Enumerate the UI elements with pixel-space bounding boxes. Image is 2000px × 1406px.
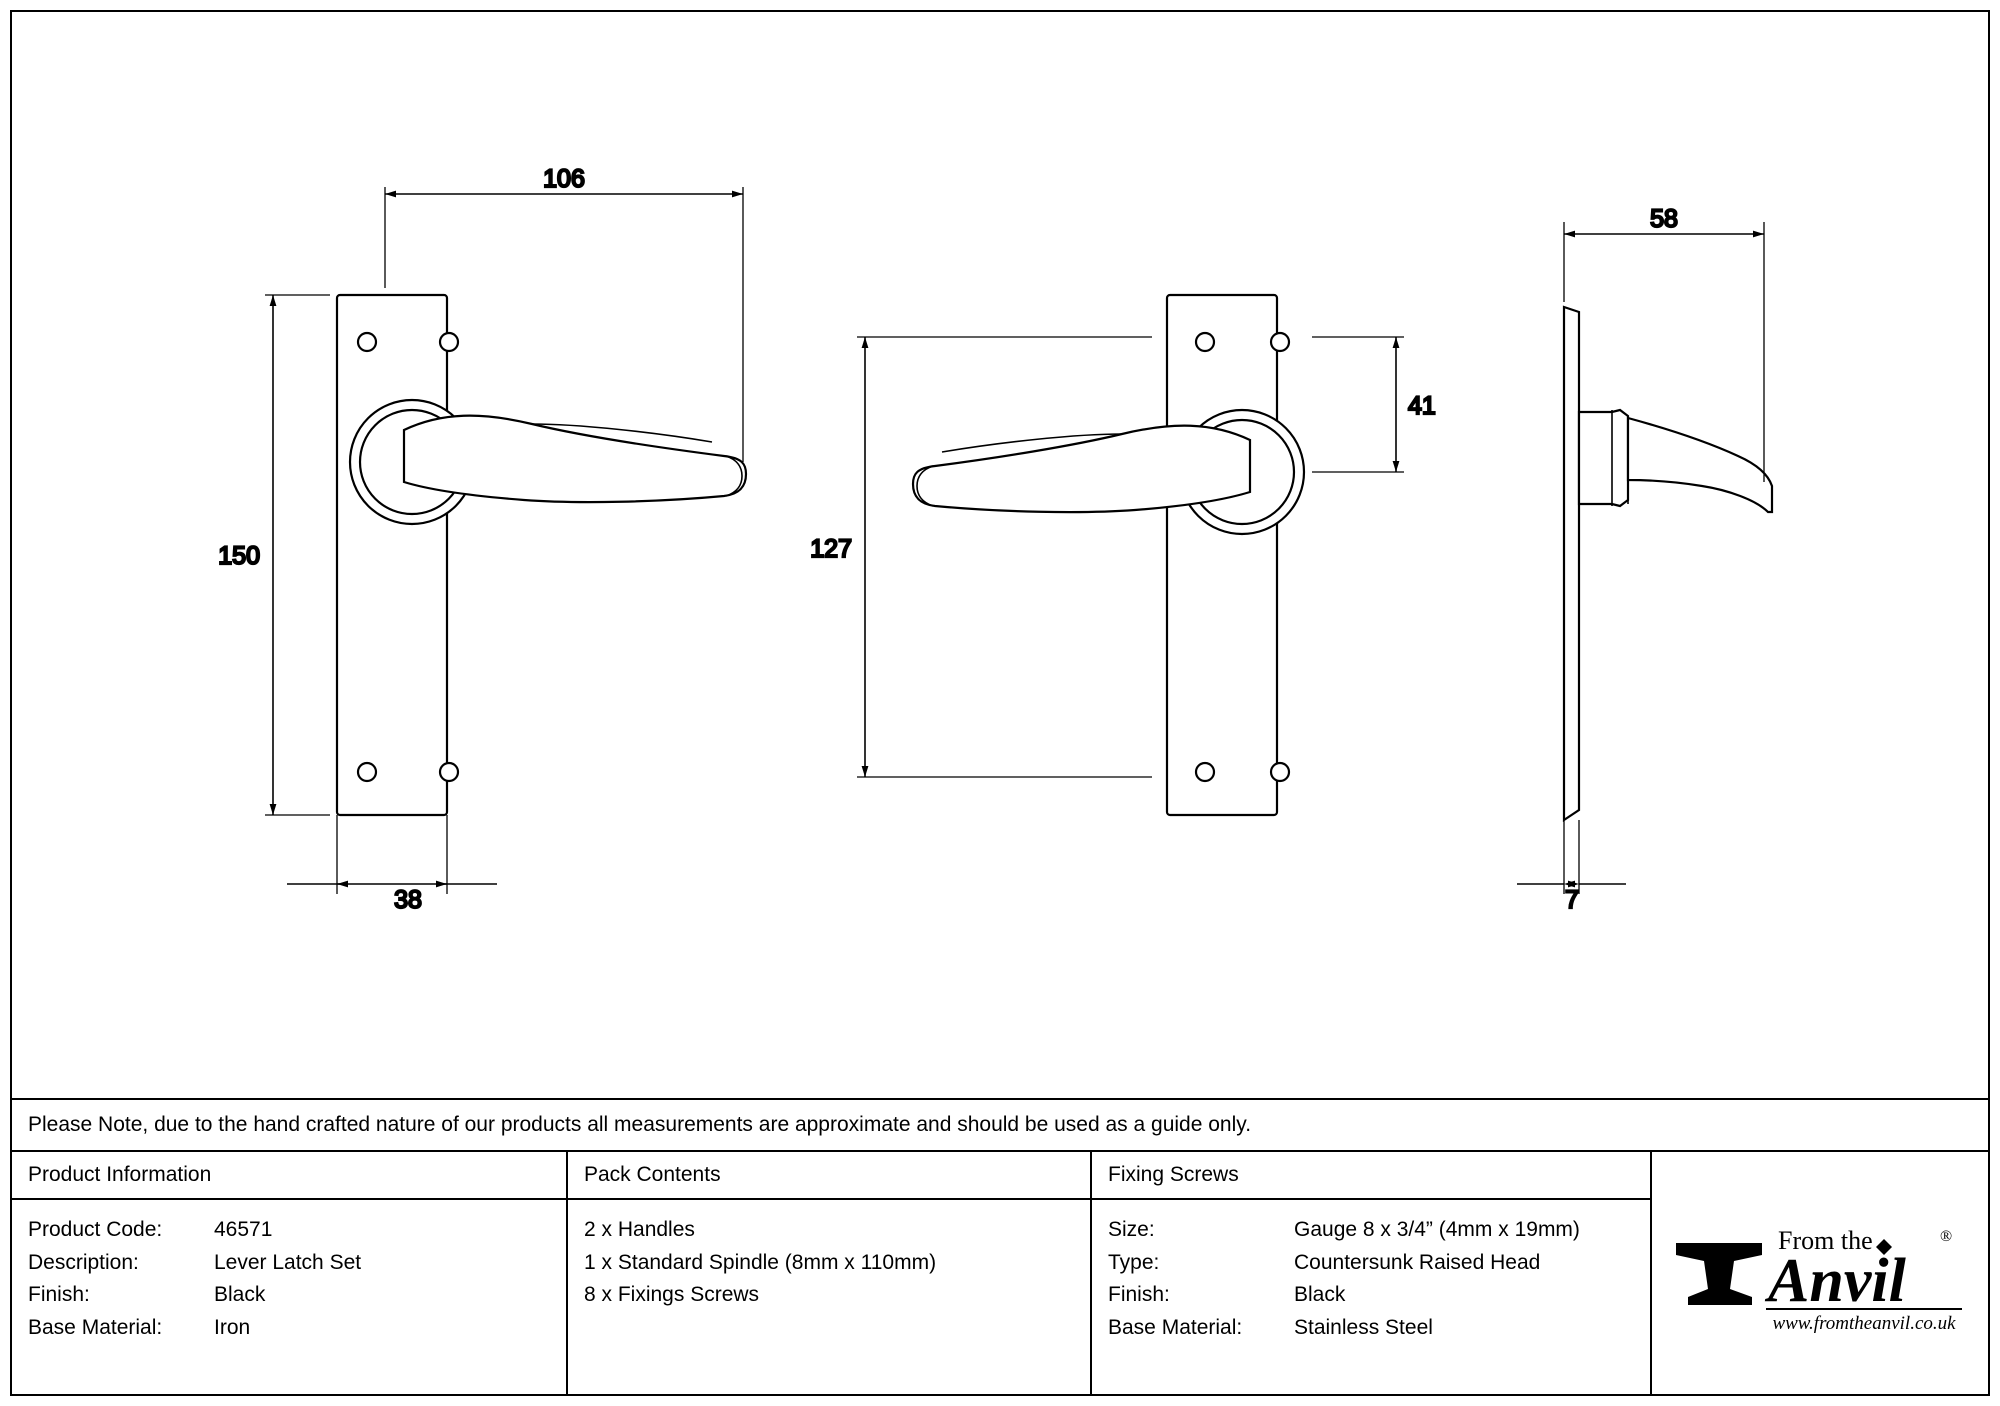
pack-contents-column <box>568 1152 1092 1394</box>
approximate-measurements-note <box>10 1100 1990 1152</box>
dimension-150 <box>218 295 330 815</box>
product-code-label: Product Code: <box>28 1218 163 1241</box>
fixing-screws-column <box>1092 1152 1652 1394</box>
fixing-screws-heading: Fixing Screws <box>1092 1152 1650 1200</box>
left-elevation-view <box>337 295 746 815</box>
product-information-column <box>12 1152 568 1394</box>
screw-base-material-value: Stainless Steel <box>1294 1315 1433 1339</box>
side-profile-view <box>1564 307 1772 820</box>
dimension-106-label: 106 <box>543 165 585 193</box>
from-the-anvil-logo <box>1670 1203 1970 1343</box>
list-item: 1 x Standard Spindle (8mm x 110mm) <box>584 1250 937 1274</box>
list-item: 8 x Fixings Screws <box>584 1283 760 1307</box>
table-row <box>1108 1279 1634 1312</box>
base-material-label: Base Material: <box>28 1315 163 1339</box>
finish-value: Black <box>214 1283 266 1307</box>
product-information-body <box>12 1200 566 1394</box>
description-label: Description: <box>28 1250 139 1274</box>
list-item: 2 x Handles <box>584 1218 695 1241</box>
pack-contents-body <box>568 1200 1090 1394</box>
dimension-58-label: 58 <box>1650 205 1678 233</box>
screw-type-value: Countersunk Raised Head <box>1294 1250 1541 1274</box>
dimension-38-label: 38 <box>394 886 422 914</box>
dimension-150-label: 150 <box>218 542 260 570</box>
table-row <box>28 1214 550 1247</box>
table-row <box>28 1279 550 1312</box>
table-row <box>28 1247 550 1280</box>
product-information-heading: Product Information <box>12 1152 566 1200</box>
dimension-41-label: 41 <box>1408 392 1436 420</box>
fixing-screws-body <box>1092 1200 1650 1394</box>
technical-drawing <box>12 12 1988 1098</box>
middle-elevation-view <box>913 295 1304 815</box>
finish-label: Finish: <box>28 1283 90 1307</box>
note-text: Please Note, due to the hand crafted nature of our products all measurements are approximate and should be used as a guide only. <box>28 1113 1252 1137</box>
logo-line2: Anvil <box>1768 1247 1906 1315</box>
dimension-127 <box>810 337 1152 777</box>
logo-line1: From the <box>1778 1226 1873 1255</box>
table-row <box>1108 1214 1634 1247</box>
dimension-7 <box>1517 820 1626 914</box>
table-row <box>1108 1247 1634 1280</box>
table-row <box>1108 1312 1634 1345</box>
logo-website-url: www.fromtheanvil.co.uk <box>1772 1313 1956 1334</box>
logo-registered-mark: ® <box>1940 1228 1953 1245</box>
screw-size-label: Size: <box>1108 1218 1155 1241</box>
table-row <box>28 1312 550 1345</box>
product-code-value: 46571 <box>214 1218 273 1241</box>
anvil-logo-graphic <box>1670 1203 1970 1343</box>
screw-finish-value: Black <box>1294 1283 1346 1307</box>
dimension-38 <box>287 815 497 914</box>
brand-logo-cell <box>1652 1152 1988 1394</box>
screw-size-value: Gauge 8 x 3/4” (4mm x 19mm) <box>1294 1218 1580 1241</box>
description-value: Lever Latch Set <box>214 1250 362 1274</box>
screw-base-material-label: Base Material: <box>1108 1315 1243 1339</box>
screw-finish-label: Finish: <box>1108 1283 1170 1307</box>
technical-drawing-panel <box>10 10 1990 1100</box>
pack-contents-heading: Pack Contents <box>568 1152 1090 1200</box>
dimension-127-label: 127 <box>810 535 852 563</box>
dimension-7-label: 7 <box>1565 886 1579 914</box>
base-material-value: Iron <box>214 1315 251 1339</box>
product-details-table <box>10 1152 1990 1396</box>
screw-type-label: Type: <box>1108 1250 1160 1274</box>
dimension-41 <box>1312 337 1436 472</box>
